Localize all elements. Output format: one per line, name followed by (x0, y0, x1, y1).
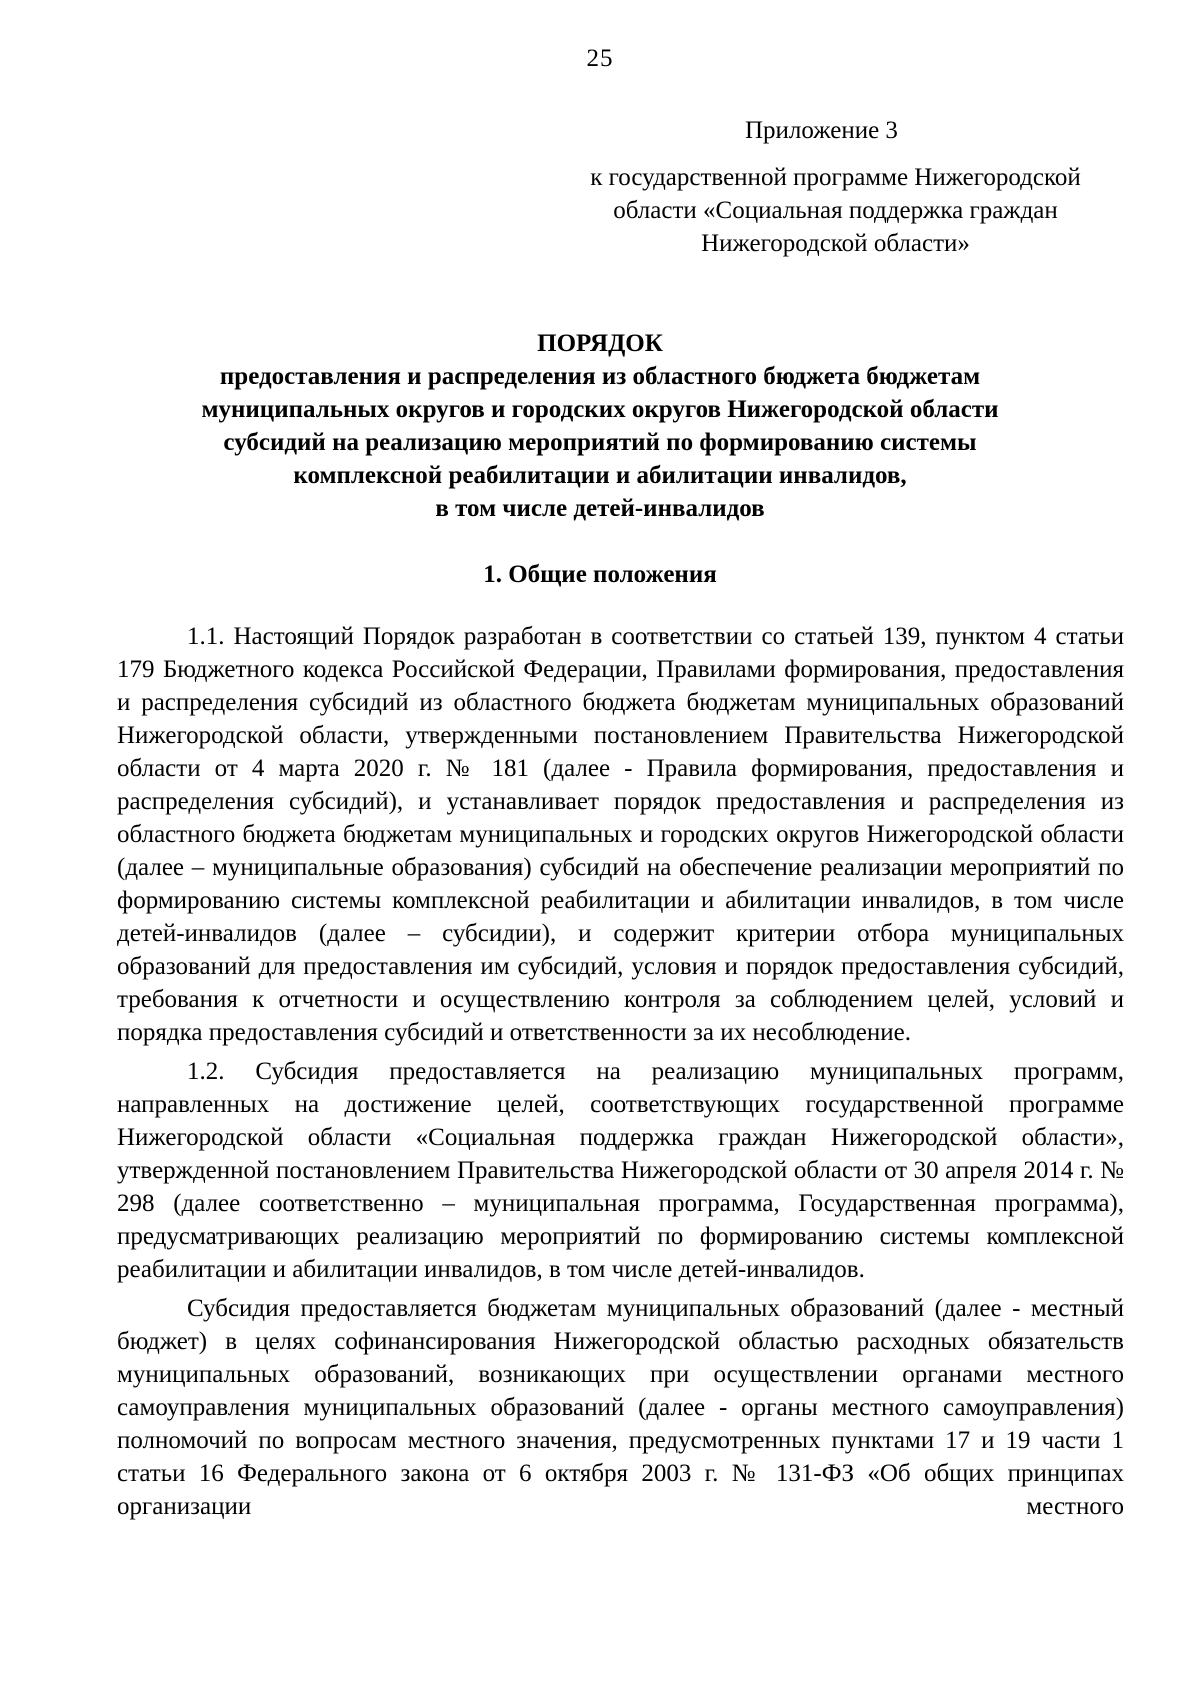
appendix-ref-line: Нижегородской области» (701, 230, 970, 257)
paragraph-subsidy: Субсидия предоставляется бюджетам муниципальных образований (далее - местный бюджет) в целях софинансирования Нижегородской областью расходных обязательств муниципальных образований, возникающих при осуществлении органами местного самоуправления муниципальных образований (далее - органы местного самоуправления) полномочий по вопросам местного значения, предусмотренных пунктами 17 и 19 части 1 статьи 16 Федерального закона от 6 октября 2003 г. № 131-ФЗ «Об общих принципах организации местного (117, 1295, 1124, 1520)
document-subtitle-line: комплексной реабилитации и абилитации инвалидов, (293, 462, 907, 489)
paragraph-1-2: 1.2. Субсидия предоставляется на реализацию муниципальных программ, направленных на достижение целей, соответствующих государственной программе Нижегородской области «Социальная поддержка граждан Нижегородской области», утвержденной постановлением Правительства Нижегородской области от 30 апреля 2014 г. № 298 (далее соответственно – муниципальная программа, Государственная программа), предусматривающих реализацию мероприятий по формированию системы комплексной реабилитации и абилитации инвалидов, в том числе детей-инвалидов. (117, 1058, 1124, 1283)
document-subtitle-line: субсидий на реализацию мероприятий по формированию системы (223, 429, 977, 456)
document-heading (118, 327, 1082, 525)
section-title: 1. Общие положения (483, 561, 717, 588)
document-subtitle-line: муниципальных округов и городских округов Нижегородской области (201, 396, 999, 423)
paragraph-1-1: 1.1. Настоящий Порядок разработан в соответствии со статьей 139, пунктом 4 статьи 179 Бюджетного кодекса Российской Федерации, Правилами формирования, предоставления и распределения субсидий из областного бюджета бюджетам муниципальных образований Нижегородской области, утвержденными постановлением Правительства Нижегородской области от 4 марта 2020 г. № 181 (далее - Правила формирования, предоставления и распределения субсидий), и устанавливает порядок предоставления и распределения из областного бюджета бюджетам муниципальных и городских округов Нижегородской области (далее – муниципальные образования) субсидий на обеспечение реализации мероприятий по формированию системы комплексной реабилитации и абилитации инвалидов, в том числе детей-инвалидов (далее – субсидии), и содержит критерии отбора муниципальных образований для предоставления им субсидий, условия и порядок предоставления субсидий, требования к отчетности и осуществлению контроля за соблюдением целей, условий и порядка предоставления субсидий и ответственности за их несоблюдение. (117, 623, 1124, 1046)
appendix-reference (548, 161, 1123, 260)
page-number: 25 (586, 45, 614, 72)
appendix-ref-line: области «Социальная поддержка граждан (613, 197, 1058, 224)
document-subtitle-line: предоставления и распределения из областного бюджета бюджетам (219, 363, 981, 390)
body-text (117, 620, 1124, 1523)
appendix-ref-line: к государственной программе Нижегородской (590, 164, 1081, 191)
document-subtitle-line: в том числе детей-инвалидов (435, 495, 765, 522)
appendix-title: Приложение 3 (745, 117, 898, 144)
document-title: ПОРЯДОК (537, 330, 663, 357)
